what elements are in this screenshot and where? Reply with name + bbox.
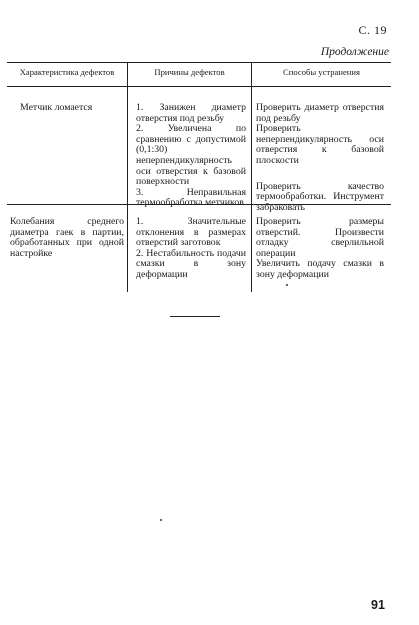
row-2-remedies (256, 217, 384, 281)
end-separator-line (170, 316, 220, 317)
row-2-causes (136, 217, 246, 281)
cause-item: 3. Неправильная термообработка метчиков (136, 186, 246, 209)
row-1-defect (20, 103, 124, 114)
row-2-defect (10, 217, 124, 259)
cause-item: 1. Занижен диаметр отверстия под резьбу (136, 102, 246, 124)
table-top-rule (7, 62, 391, 63)
column-header-defect: Характеристика дефектов (19, 67, 115, 77)
column-header-remedies: Способы устранения (283, 67, 360, 77)
print-speck (286, 284, 288, 286)
row-1-causes (136, 103, 246, 209)
cause-item: 1. Значительные отклонения в размерах отверстий заготовок (136, 216, 246, 249)
cause-item: 2. Увеличена по сравнению с допустимой (0,1:30) неперпендикулярность оси отверстия к базовой поверхности (136, 123, 246, 188)
page-label: С. 19 (358, 23, 387, 37)
cause-item: 2. Нестабильность подачи смазки в зону деформации (136, 247, 246, 280)
remedy-item: Увеличить подачу смазки в зону деформации (256, 258, 384, 280)
table-header-rule (7, 86, 391, 87)
page-number: 91 (371, 598, 385, 612)
row-1-remedies (256, 103, 384, 213)
print-speck (160, 519, 162, 521)
column-header-causes: Причины дефектов (154, 67, 225, 77)
column-divider-1 (127, 62, 128, 292)
remedy-item: Проверить размеры отверстий. Произвести отладку сверлильной операции (256, 216, 384, 259)
continuation-label: Продолжение (320, 46, 389, 58)
table-cell: Метчик ломается (20, 102, 93, 113)
table-cell: Колебания среднего диаметра гаек в партии, обработанных при одной настройке (10, 216, 124, 259)
remedy-item: Проверить диаметр отверстия под резьбу (256, 102, 384, 124)
column-divider-2 (251, 62, 252, 292)
remedy-item: Проверить неперпендикулярность оси отверстия к базовой плоскости (256, 123, 384, 166)
remedy-item: Проверить качество термообработки. Инструмент забраковать (256, 180, 384, 213)
